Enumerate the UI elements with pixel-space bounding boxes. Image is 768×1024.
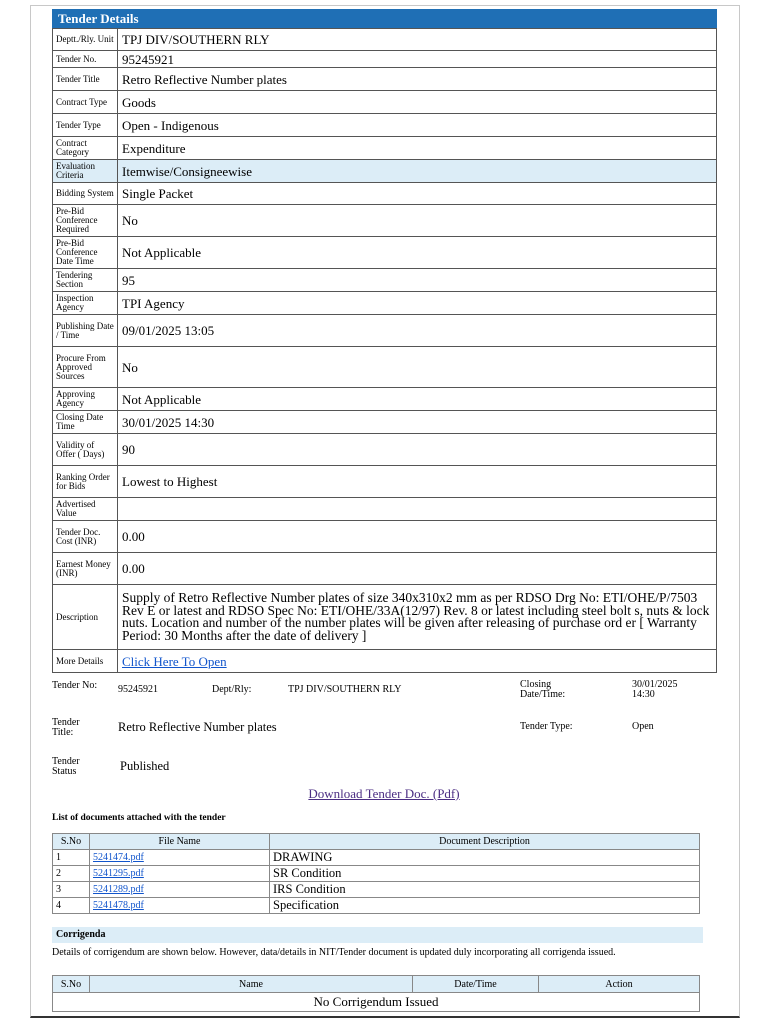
summary-type-label: Tender Type:: [520, 721, 573, 732]
detail-label: Validity of Offer ( Days): [53, 434, 118, 466]
doc-file-link[interactable]: 5241478.pdf: [93, 900, 144, 911]
summary-title-label: Tender Title:: [52, 717, 80, 738]
detail-label: Evaluation Criteria: [53, 160, 118, 183]
summary-closing-label: Closing Date/Time:: [520, 679, 566, 700]
detail-value: Itemwise/Consigneewise: [118, 160, 717, 183]
summary-type: Open: [632, 721, 654, 732]
col-header: File Name: [90, 834, 270, 850]
summary-dept: TPJ DIV/SOUTHERN RLY: [288, 684, 402, 695]
detail-label: Closing Date Time: [53, 411, 118, 434]
detail-row: [53, 114, 717, 137]
detail-row: [53, 269, 717, 292]
doc-description: Specification: [270, 898, 700, 914]
detail-row: [53, 315, 717, 347]
col-header: S.No: [53, 976, 90, 993]
summary-tender-no-label: Tender No:: [52, 680, 98, 691]
detail-label: More Details: [53, 650, 118, 673]
detail-row: [53, 183, 717, 205]
detail-row: [53, 498, 717, 521]
detail-label: Inspection Agency: [53, 292, 118, 315]
detail-label: Contract Category: [53, 137, 118, 160]
detail-value: No: [118, 347, 717, 388]
detail-value: Retro Reflective Number plates: [118, 68, 717, 91]
detail-label: Deptt./Rly. Unit: [53, 29, 118, 51]
detail-label: Tender No.: [53, 51, 118, 68]
detail-value: Expenditure: [118, 137, 717, 160]
doc-sno: 2: [53, 866, 90, 882]
doc-sno: 4: [53, 898, 90, 914]
corrigenda-heading: Corrigenda: [52, 927, 703, 943]
doc-file-link[interactable]: 5241289.pdf: [93, 884, 144, 895]
detail-label: Earnest Money (INR): [53, 553, 118, 585]
detail-row: [53, 137, 717, 160]
detail-value: TPI Agency: [118, 292, 717, 315]
corrigenda-table: [52, 975, 700, 1012]
section-header-tender-details: Tender Details: [52, 9, 717, 28]
table-row: [53, 850, 700, 866]
detail-value: 09/01/2025 13:05: [118, 315, 717, 347]
detail-row: [53, 292, 717, 315]
doc-sno: 1: [53, 850, 90, 866]
summary-dept-label: Dept/Rly:: [212, 684, 252, 695]
download-tender-doc-link[interactable]: Download Tender Doc. (Pdf): [308, 786, 460, 801]
detail-value: Not Applicable: [118, 388, 717, 411]
col-header: Date/Time: [413, 976, 539, 993]
detail-row: [53, 434, 717, 466]
col-header: Document Description: [270, 834, 700, 850]
detail-row: [53, 29, 717, 51]
corrigenda-header-row: [53, 976, 700, 993]
detail-row: [53, 91, 717, 114]
detail-value: Single Packet: [118, 183, 717, 205]
corrigenda-note: Details of corrigendum are shown below. However, data/details in NIT/Tender document is updated duly incorporating all corrigenda issued.: [52, 947, 616, 958]
detail-value: 95245921: [118, 51, 717, 68]
doc-description: DRAWING: [270, 850, 700, 866]
detail-label: Ranking Order for Bids: [53, 466, 118, 498]
detail-label: Publishing Date / Time: [53, 315, 118, 347]
summary-status-label: Tender Status: [52, 756, 80, 777]
detail-label: Approving Agency: [53, 388, 118, 411]
col-header: Name: [90, 976, 413, 993]
summary-closing-date: 30/01/2025: [632, 679, 678, 690]
detail-label: Procure From Approved Sources: [53, 347, 118, 388]
doc-file-link[interactable]: 5241474.pdf: [93, 852, 144, 863]
detail-label: Pre-Bid Conference Required: [53, 205, 118, 237]
detail-row: [53, 347, 717, 388]
detail-value: Goods: [118, 91, 717, 114]
summary-title: Retro Reflective Number plates: [118, 720, 277, 734]
table-row: [53, 882, 700, 898]
detail-value: 95: [118, 269, 717, 292]
detail-label: Contract Type: [53, 91, 118, 114]
documents-header-row: [53, 834, 700, 850]
detail-label: Tender Doc. Cost (INR): [53, 521, 118, 553]
detail-row: [53, 521, 717, 553]
table-row: [53, 866, 700, 882]
detail-value: [118, 498, 717, 521]
detail-label: Advertised Value: [53, 498, 118, 521]
detail-value: TPJ DIV/SOUTHERN RLY: [118, 29, 717, 51]
detail-row: [53, 411, 717, 434]
detail-row: [53, 205, 717, 237]
detail-value: No: [118, 205, 717, 237]
detail-row: [53, 585, 717, 650]
detail-label: Tender Type: [53, 114, 118, 137]
detail-label: Tender Title: [53, 68, 118, 91]
summary-status: Published: [120, 759, 170, 773]
detail-row: [53, 51, 717, 68]
detail-value: Open - Indigenous: [118, 114, 717, 137]
documents-table: [52, 833, 700, 914]
doc-file-link[interactable]: 5241295.pdf: [93, 868, 144, 879]
detail-row: [53, 237, 717, 269]
col-header: Action: [539, 976, 700, 993]
detail-value: Lowest to Highest: [118, 466, 717, 498]
description-value: Supply of Retro Reflective Number plates of size 340x310x2 mm as per RDSO Drg No: ETI/OHE/P/7503 Rev E or latest and RDSO Spec No: ETI/OHE/33A(12/97) Rev. 8 or latest including steel bolt s, nuts & lock nuts. Location and number of the number plates will be given after releasing of purchase ord er [ Warranty Period: 30 Months after the date of delivery ]: [118, 585, 717, 650]
table-row: [53, 898, 700, 914]
detail-label: Tendering Section: [53, 269, 118, 292]
detail-row: [53, 388, 717, 411]
doc-description: SR Condition: [270, 866, 700, 882]
detail-value: 0.00: [118, 521, 717, 553]
documents-heading: List of documents attached with the tender: [52, 813, 226, 823]
detail-value: 30/01/2025 14:30: [118, 411, 717, 434]
doc-sno: 3: [53, 882, 90, 898]
detail-label: Bidding System: [53, 183, 118, 205]
summary-closing-time: 14:30: [632, 689, 655, 700]
click-here-to-open-link[interactable]: Click Here To Open: [122, 653, 227, 669]
detail-row: [53, 160, 717, 183]
detail-row: [53, 650, 717, 673]
detail-value: 0.00: [118, 553, 717, 585]
doc-description: IRS Condition: [270, 882, 700, 898]
detail-value: 90: [118, 434, 717, 466]
detail-label: Pre-Bid Conference Date Time: [53, 237, 118, 269]
detail-row: [53, 553, 717, 585]
detail-label: Description: [53, 585, 118, 650]
tender-details-table: [52, 28, 717, 673]
col-header: S.No: [53, 834, 90, 850]
no-corrigendum-message: No Corrigendum Issued: [53, 993, 700, 1012]
detail-value: Not Applicable: [118, 237, 717, 269]
detail-row: [53, 68, 717, 91]
table-row: [53, 993, 700, 1012]
detail-row: [53, 466, 717, 498]
summary-tender-no: 95245921: [118, 684, 158, 695]
